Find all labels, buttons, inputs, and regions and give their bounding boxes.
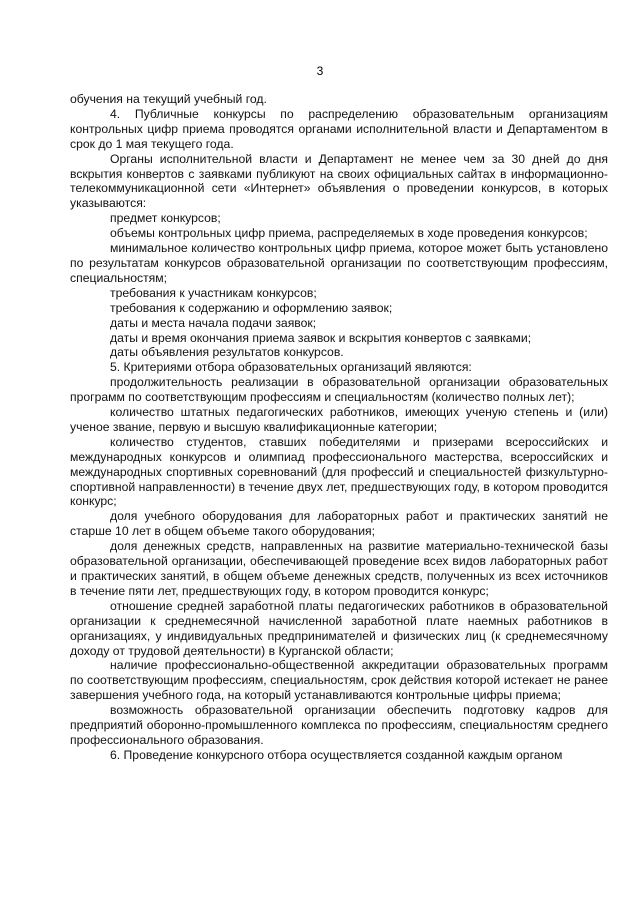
page-number: 3 [316,64,324,78]
paragraph: продолжительность реализации в образовательной организации образовательных программ по соответствующим профессиям и специальностям (количество полных лет); [70,375,608,405]
paragraph: отношение средней заработной платы педагогических работников в образовательной организации к среднемесячной начисленной заработной плате наемных работников в организациях, у индивидуальных предпринимателей и физических лиц (к среднемесячному доходу от трудовой деятельности) в Курганской области; [70,598,608,658]
document-body [70,92,608,763]
paragraph: доля учебного оборудования для лабораторных работ и практических занятий не старше 10 лет в общем объеме такого оборудования; [70,509,608,539]
paragraph: возможность образовательной организации обеспечить подготовку кадров для предприятий оборонно-промышленного комплекса по профессиям, специальностям среднего профессионального образования. [70,703,608,747]
paragraph: даты и места начала подачи заявок; [110,315,317,330]
paragraph: количество штатных педагогических работников, имеющих ученую степень и (или) ученое звание, первую и высшую квалификационные категории; [70,405,608,434]
paragraph: количество студентов, ставших победителями и призерами всероссийских и международных конкурсов и олимпиад профессионального мастерства, всероссийских и международных спортивных соревнований (для профессий и специальностей физкультурно-спортивной направленности) в течение двух лет, предшествующих году, в котором проводится конкурс; [70,434,608,509]
paragraph: обучения на текущий учебный год. [70,92,267,106]
paragraph: наличие профессионально-общественной аккредитации образовательных программ по соответствующим профессиям, специальностям, срок действия которой истекает не ранее завершения учебного года, на который устанавливаются контрольные цифры приема; [70,658,608,703]
paragraph: даты и время окончания приема заявок и вскрытия конвертов с заявками; [110,330,532,345]
paragraph: требования к содержанию и оформлению заявок; [110,300,393,315]
paragraph: 4. Публичные конкурсы по распределению образовательным организациям контрольных цифр приема проводятся органами исполнительной власти и Департаментом в срок до 1 мая текущего года. [70,106,608,151]
paragraph: 5. Критериями отбора образовательных организаций являются: [110,360,472,375]
paragraph: Органы исполнительной власти и Департамент не менее чем за 30 дней до дня вскрытия конвертов с заявками публикуют на своих официальных сайтах в информационно-телекоммуникационной сети «Интернет» объявления о проведении конкурсов, в которых указываются: [70,151,608,211]
paragraph: даты объявления результатов конкурсов. [110,345,344,360]
paragraph: предмет конкурсов; [110,211,221,226]
paragraph: объемы контрольных цифр приема, распределяемых в ходе проведения конкурсов; [110,226,588,241]
paragraph: доля денежных средств, направленных на развитие материально-технической базы образовательной организации, обеспечивающей проведение всех видов лабораторных работ и практических занятий, в общем объеме денежных средств, полученных из всех источников в течение пяти лет, предшествующих году, в котором проводится конкурс; [70,539,608,598]
paragraph: минимальное количество контрольных цифр приема, которое может быть установлено по результатам конкурсов образовательной организации по соответствующим профессиям, специальностям; [70,241,608,285]
paragraph: 6. Проведение конкурсного отбора осуществляется созданной каждым органом [110,747,563,762]
paragraph: требования к участникам конкурсов; [110,285,317,300]
